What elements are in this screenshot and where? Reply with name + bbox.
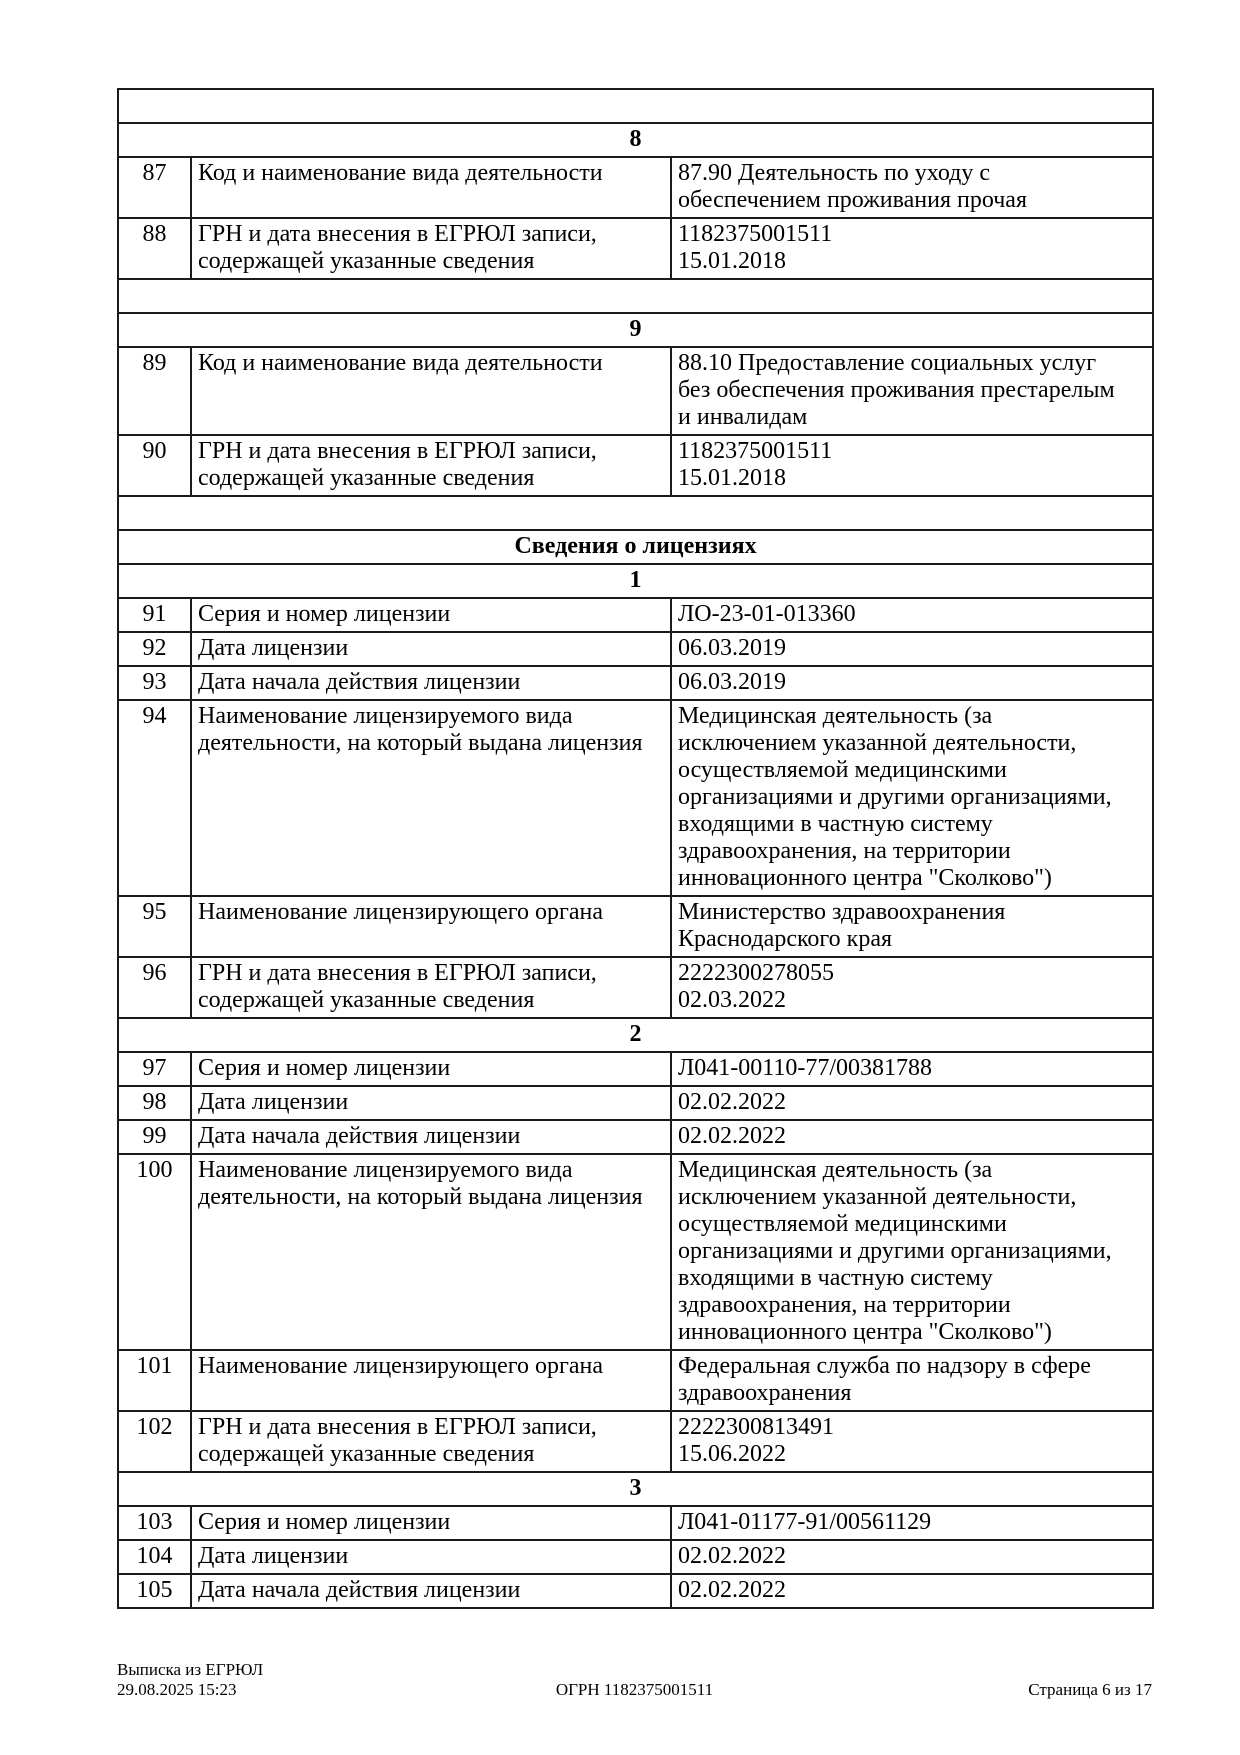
- label-line: содержащей указанные сведения: [198, 248, 535, 274]
- label-line: Код и наименование вида деятельности: [198, 350, 603, 376]
- value-line: 02.02.2022: [678, 1123, 786, 1149]
- row-label: [191, 1086, 671, 1120]
- value-line: 1182375001511: [678, 221, 833, 247]
- spacer-cell: [118, 496, 1153, 530]
- row-number: 102: [118, 1411, 191, 1472]
- section-header-label: 9: [118, 313, 1153, 347]
- table-row: [118, 666, 1153, 700]
- row-number: 87: [118, 157, 191, 218]
- label-line: Дата начала действия лицензии: [198, 1577, 521, 1603]
- value-line: 88.10 Предоставление социальных услуг: [678, 350, 1097, 376]
- row-label: [191, 1411, 671, 1472]
- table-row: [118, 1120, 1153, 1154]
- label-line: содержащей указанные сведения: [198, 987, 535, 1013]
- value-line: 15.01.2018: [678, 465, 786, 491]
- row-value: [671, 157, 1153, 218]
- table-row: [118, 1154, 1153, 1350]
- label-line: Дата лицензии: [198, 635, 349, 661]
- value-line: инновационного центра "Сколково"): [678, 1319, 1052, 1345]
- spacer-cell: [118, 279, 1153, 313]
- label-line: Серия и номер лицензии: [198, 1509, 451, 1535]
- row-label: [191, 1540, 671, 1574]
- label-line: ГРН и дата внесения в ЕГРЮЛ записи,: [198, 960, 597, 986]
- table-row: [118, 1350, 1153, 1411]
- spacer-row: [118, 279, 1153, 313]
- table-row: [118, 632, 1153, 666]
- table-row: [118, 1506, 1153, 1540]
- value-line: 1182375001511: [678, 438, 833, 464]
- label-line: ГРН и дата внесения в ЕГРЮЛ записи,: [198, 438, 597, 464]
- row-value: [671, 1052, 1153, 1086]
- section-header-row: [118, 1472, 1153, 1506]
- row-number: 92: [118, 632, 191, 666]
- label-line: Дата начала действия лицензии: [198, 1123, 521, 1149]
- row-value: [671, 1506, 1153, 1540]
- footer-page-number: Страница 6 из 17: [1028, 1680, 1152, 1699]
- row-value: [671, 666, 1153, 700]
- value-line: 02.03.2022: [678, 987, 786, 1013]
- value-line: осуществляемой медицинскими: [678, 1211, 1007, 1237]
- value-line: организациями и другими организациями,: [678, 1238, 1112, 1264]
- label-line: Наименование лицензирующего органа: [198, 899, 603, 925]
- value-line: Федеральная служба по надзору в сфере: [678, 1353, 1091, 1379]
- value-line: 15.01.2018: [678, 248, 786, 274]
- row-label: [191, 1574, 671, 1608]
- row-value: [671, 218, 1153, 279]
- row-value: [671, 700, 1153, 896]
- value-line: Министерство здравоохранения: [678, 899, 1006, 925]
- label-line: Дата лицензии: [198, 1089, 349, 1115]
- row-number: 95: [118, 896, 191, 957]
- label-line: Наименование лицензируемого вида: [198, 703, 573, 729]
- row-label: [191, 157, 671, 218]
- table-row: [118, 157, 1153, 218]
- footer-doc-title: Выписка из ЕГРЮЛ: [117, 1660, 264, 1679]
- table-row: [118, 1411, 1153, 1472]
- footer-datetime: 29.08.2025 15:23: [117, 1680, 237, 1699]
- row-value: [671, 632, 1153, 666]
- spacer-row: [118, 89, 1153, 123]
- value-line: входящими в частную систему: [678, 1265, 993, 1291]
- section-header-row: [118, 1018, 1153, 1052]
- value-line: исключением указанной деятельности,: [678, 1184, 1077, 1210]
- section-header-row: [118, 313, 1153, 347]
- value-line: Медицинская деятельность (за: [678, 703, 993, 729]
- value-line: Л041-01177-91/00561129: [678, 1509, 932, 1535]
- row-number: 90: [118, 435, 191, 496]
- section-header-label: 8: [118, 123, 1153, 157]
- value-line: 06.03.2019: [678, 635, 786, 661]
- value-line: осуществляемой медицинскими: [678, 757, 1007, 783]
- table-row: [118, 957, 1153, 1018]
- label-line: ГРН и дата внесения в ЕГРЮЛ записи,: [198, 221, 597, 247]
- row-value: [671, 1154, 1153, 1350]
- row-value: [671, 435, 1153, 496]
- value-line: 06.03.2019: [678, 669, 786, 695]
- row-number: 104: [118, 1540, 191, 1574]
- table-row: [118, 598, 1153, 632]
- value-line: 02.02.2022: [678, 1543, 786, 1569]
- label-line: Серия и номер лицензии: [198, 601, 451, 627]
- row-number: 94: [118, 700, 191, 896]
- row-label: [191, 435, 671, 496]
- value-line: ЛО-23-01-013360: [678, 601, 856, 627]
- row-value: [671, 1350, 1153, 1411]
- value-line: без обеспечения проживания престарелым: [678, 377, 1115, 403]
- label-line: Дата лицензии: [198, 1543, 349, 1569]
- value-line: 02.02.2022: [678, 1089, 786, 1115]
- row-value: [671, 1120, 1153, 1154]
- row-number: 100: [118, 1154, 191, 1350]
- row-label: [191, 957, 671, 1018]
- row-value: [671, 1574, 1153, 1608]
- row-label: [191, 1052, 671, 1086]
- value-line: здравоохранения, на территории: [678, 1292, 1011, 1318]
- row-number: 103: [118, 1506, 191, 1540]
- section-header-row: [118, 530, 1153, 564]
- label-line: деятельности, на который выдана лицензия: [198, 1184, 643, 1210]
- row-label: [191, 896, 671, 957]
- table-row: [118, 1086, 1153, 1120]
- row-label: [191, 700, 671, 896]
- label-line: Код и наименование вида деятельности: [198, 160, 603, 186]
- row-value: [671, 1540, 1153, 1574]
- row-number: 89: [118, 347, 191, 435]
- table-row: [118, 1540, 1153, 1574]
- value-line: 2222300278055: [678, 960, 834, 986]
- row-value: [671, 896, 1153, 957]
- table-row: [118, 218, 1153, 279]
- label-line: ГРН и дата внесения в ЕГРЮЛ записи,: [198, 1414, 597, 1440]
- label-line: Дата начала действия лицензии: [198, 669, 521, 695]
- spacer-cell: [118, 89, 1153, 123]
- value-line: Медицинская деятельность (за: [678, 1157, 993, 1183]
- row-number: 91: [118, 598, 191, 632]
- value-line: входящими в частную систему: [678, 811, 993, 837]
- label-line: содержащей указанные сведения: [198, 465, 535, 491]
- table-row: [118, 1052, 1153, 1086]
- table-row: [118, 896, 1153, 957]
- value-line: здравоохранения: [678, 1380, 852, 1406]
- value-line: Краснодарского края: [678, 926, 893, 952]
- row-label: [191, 1506, 671, 1540]
- egrul-table-body: [118, 89, 1153, 1608]
- footer-ogrn: ОГРН 1182375001511: [555, 1680, 714, 1699]
- row-number: 98: [118, 1086, 191, 1120]
- row-number: 93: [118, 666, 191, 700]
- row-value: [671, 957, 1153, 1018]
- row-label: [191, 347, 671, 435]
- row-number: 105: [118, 1574, 191, 1608]
- value-line: 02.02.2022: [678, 1577, 786, 1603]
- row-label: [191, 1154, 671, 1350]
- table-row: [118, 347, 1153, 435]
- section-header-row: [118, 123, 1153, 157]
- label-line: содержащей указанные сведения: [198, 1441, 535, 1467]
- label-line: Наименование лицензирующего органа: [198, 1353, 603, 1379]
- label-line: Серия и номер лицензии: [198, 1055, 451, 1081]
- row-label: [191, 666, 671, 700]
- row-label: [191, 218, 671, 279]
- value-line: 15.06.2022: [678, 1441, 786, 1467]
- row-value: [671, 598, 1153, 632]
- value-line: 2222300813491: [678, 1414, 834, 1440]
- table-row: [118, 435, 1153, 496]
- spacer-row: [118, 496, 1153, 530]
- value-line: и инвалидам: [678, 404, 808, 430]
- value-line: 87.90 Деятельность по уходу с: [678, 160, 991, 186]
- section-header-label: Сведения о лицензиях: [118, 530, 1153, 564]
- value-line: организациями и другими организациями,: [678, 784, 1112, 810]
- label-line: деятельности, на который выдана лицензия: [198, 730, 643, 756]
- row-number: 97: [118, 1052, 191, 1086]
- row-label: [191, 598, 671, 632]
- row-value: [671, 1086, 1153, 1120]
- table-row: [118, 700, 1153, 896]
- value-line: инновационного центра "Сколково"): [678, 865, 1052, 891]
- row-label: [191, 632, 671, 666]
- row-number: 96: [118, 957, 191, 1018]
- row-label: [191, 1120, 671, 1154]
- section-header-label: 2: [118, 1018, 1153, 1052]
- row-number: 99: [118, 1120, 191, 1154]
- value-line: Л041-00110-77/00381788: [678, 1055, 933, 1081]
- section-header-label: 3: [118, 1472, 1153, 1506]
- value-line: обеспечением проживания прочая: [678, 187, 1027, 213]
- egrul-extract-table: [117, 88, 1154, 1609]
- section-header-label: 1: [118, 564, 1153, 598]
- value-line: исключением указанной деятельности,: [678, 730, 1077, 756]
- row-number: 101: [118, 1350, 191, 1411]
- row-value: [671, 1411, 1153, 1472]
- section-header-row: [118, 564, 1153, 598]
- table-row: [118, 1574, 1153, 1608]
- row-label: [191, 1350, 671, 1411]
- value-line: здравоохранения, на территории: [678, 838, 1011, 864]
- label-line: Наименование лицензируемого вида: [198, 1157, 573, 1183]
- row-number: 88: [118, 218, 191, 279]
- row-value: [671, 347, 1153, 435]
